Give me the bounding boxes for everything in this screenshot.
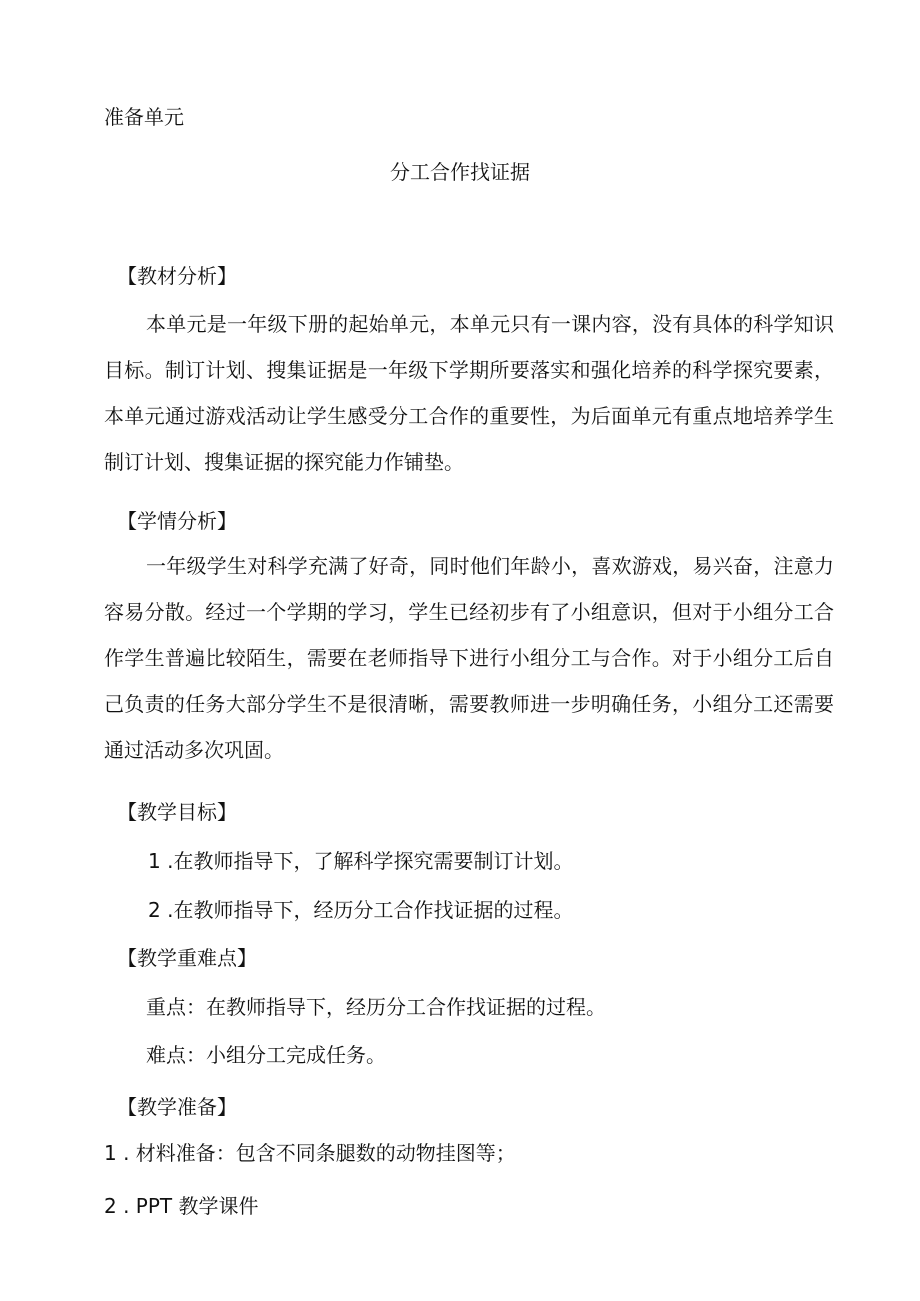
- material-analysis-body: 本单元是一年级下册的起始单元，本单元只有一课内容，没有具体的科学知识目标。制订计划、搜集证据是一年级下学期所要落实和强化培养的科学探究要素，本单元通过游戏活动让学生感受分工合作的重要性，为后面单元有重点地培养学生制订计划、搜集证据的探究能力作铺垫。: [104, 312, 834, 474]
- preparation-heading: 【教学准备】: [117, 1095, 237, 1119]
- key-point-difficulty: 难点：小组分工完成任务。: [146, 1043, 386, 1067]
- student-analysis-body: 一年级学生对科学充满了好奇，同时他们年龄小，喜欢游戏，易兴奋，注意力容易分散。经过一个学期的学习，学生已经初步有了小组意识，但对于小组分工合作学生普遍比较陌生，需要在老师指导下进行小组分工与合作。对于小组分工后自己负责的任务大部分学生不是很清晰，需要教师进一步明确任务，小组分工还需要通过活动多次巩固。: [104, 554, 834, 762]
- student-analysis-heading: 【学情分析】: [117, 509, 237, 533]
- teaching-goal-item: 1 .在教师指导下，了解科学探究需要制订计划。: [148, 849, 574, 873]
- unit-label: 准备单元: [104, 105, 184, 129]
- teaching-goals-heading: 【教学目标】: [117, 800, 237, 824]
- material-analysis-heading: 【教材分析】: [117, 264, 237, 288]
- teaching-goal-item: 2 .在教师指导下，经历分工合作找证据的过程。: [148, 898, 574, 922]
- key-point-focus: 重点：在教师指导下，经历分工合作找证据的过程。: [146, 995, 606, 1019]
- lesson-title: 分工合作找证据: [390, 160, 530, 184]
- preparation-item: 1 . 材料准备：包含不同条腿数的动物挂图等；: [104, 1141, 516, 1165]
- preparation-item: 2 . PPT 教学课件: [104, 1194, 259, 1218]
- key-points-heading: 【教学重难点】: [117, 946, 257, 970]
